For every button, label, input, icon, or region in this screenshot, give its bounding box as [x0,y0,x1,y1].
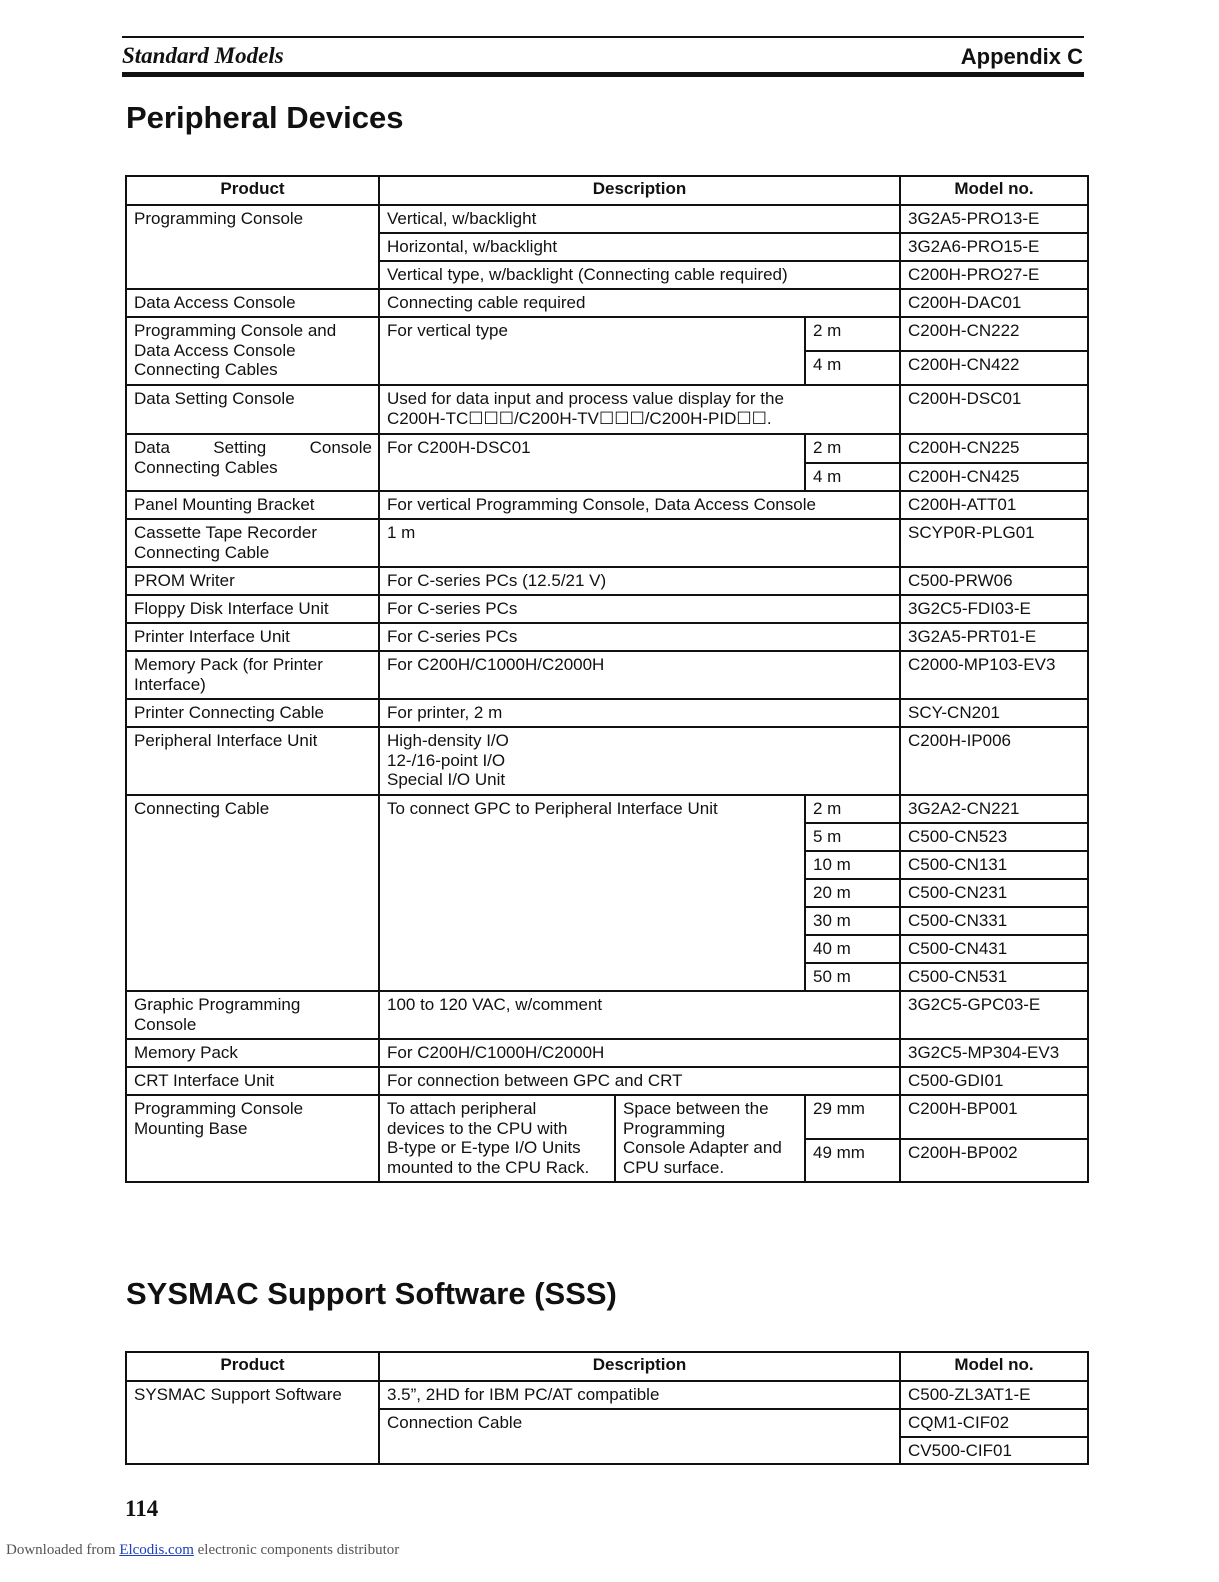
model-cell: C200H-CN225 [900,434,1088,463]
description-cell: Horizontal, w/backlight [379,233,900,261]
download-footer [6,1542,399,1559]
description-cell: For vertical Programming Console, Data Access Console [379,491,900,519]
model-cell: 3G2A5-PRO13-E [900,205,1088,233]
description-cell: For C200H/C1000H/C2000H [379,651,900,699]
product-cell: Data Setting Console Connecting Cables [126,434,379,491]
description-cell: For C-series PCs [379,595,900,623]
col-header-model: Model no. [900,1352,1088,1381]
footer-link-elcodis[interactable]: Elcodis.com [119,1542,194,1558]
table-row [126,491,1088,519]
model-cell: C500-CN531 [900,963,1088,991]
length-cell: 4 m [805,463,900,491]
product-cell: SYSMAC Support Software [126,1381,379,1464]
model-cell: C200H-BP001 [900,1095,1088,1139]
product-cell: Data Setting Console [126,385,379,434]
col-header-description: Description [379,176,900,205]
length-cell: 40 m [805,935,900,963]
model-cell: C200H-DAC01 [900,289,1088,317]
col-header-model: Model no. [900,176,1088,205]
section-title-sysmac-support-software: SYSMAC Support Software (SSS) [126,1276,617,1311]
product-cell: CRT Interface Unit [126,1067,379,1095]
model-cell: C500-CN431 [900,935,1088,963]
description-line: mounted to the CPU Rack. [387,1157,590,1177]
model-cell: C2000-MP103-EV3 [900,651,1088,699]
length-cell: 2 m [805,434,900,463]
model-cell: C200H-CN222 [900,317,1088,351]
table-row [126,699,1088,727]
col-header-product: Product [126,176,379,205]
table-header-row [126,176,1088,205]
description-cell: Vertical type, w/backlight (Connecting cable required) [379,261,900,289]
model-cell: C200H-CN425 [900,463,1088,491]
description-line: 12-/16-point I/O [387,750,506,770]
table-row [126,727,1088,795]
model-cell: 3G2A6-PRO15-E [900,233,1088,261]
table-row [126,317,1088,351]
length-cell: 30 m [805,907,900,935]
model-cell: C200H-BP002 [900,1139,1088,1182]
page-number: 114 [125,1496,159,1521]
col-header-description: Description [379,1352,900,1381]
col-header-product: Product [126,1352,379,1381]
description-cell: Connection Cable [379,1409,900,1464]
model-cell: 3G2A2-CN221 [900,795,1088,823]
sss-table [125,1351,1089,1465]
product-line: Interface) [134,674,206,694]
product-cell: Panel Mounting Bracket [126,491,379,519]
length-cell: 5 m [805,823,900,851]
description-cell: 3.5”, 2HD for IBM PC/AT compatible [379,1381,900,1409]
product-cell [126,1095,379,1182]
model-cell: C200H-ATT01 [900,491,1088,519]
table-row [126,795,1088,823]
description-line: Console Adapter and [623,1138,782,1157]
header-top-rule [122,36,1084,38]
model-cell: C500-ZL3AT1-E [900,1381,1088,1409]
product-cell [126,317,379,385]
description-cell: To connect GPC to Peripheral Interface Unit [379,795,805,991]
product-line: Mounting Base [134,1118,248,1138]
running-header-title: Standard Models [122,43,284,68]
table-row [126,1067,1088,1095]
length-cell: 2 m [805,795,900,823]
model-cell: CQM1-CIF02 [900,1409,1088,1437]
table-row [126,1095,1088,1139]
length-cell: 4 m [805,351,900,385]
description-cell: For C-series PCs [379,623,900,651]
product-cell [126,519,379,567]
product-cell: Floppy Disk Interface Unit [126,595,379,623]
length-cell: 10 m [805,851,900,879]
model-cell: 3G2C5-FDI03-E [900,595,1088,623]
description-cell: Connecting cable required [379,289,900,317]
product-cell: Connecting Cable [126,795,379,991]
model-cell: 3G2A5-PRT01-E [900,623,1088,651]
header-bottom-rule [122,72,1084,77]
product-cell: Peripheral Interface Unit [126,727,379,795]
product-cell: Programming Console [126,205,379,289]
description-cell: 1 m [379,519,900,567]
description-line: High-density I/O [387,731,509,750]
table-row [126,519,1088,567]
description-line: B-type or E-type I/O Units [387,1138,581,1157]
table-row [126,1039,1088,1067]
table-row [126,651,1088,699]
description-cell: For C200H-DSC01 [379,434,805,491]
description-cell: 100 to 120 VAC, w/comment [379,991,900,1039]
description-cell [379,385,900,434]
product-line: Cassette Tape Recorder [134,523,318,542]
length-cell: 50 m [805,963,900,991]
model-cell: C500-CN131 [900,851,1088,879]
table-row [126,1381,1088,1409]
table-row [126,595,1088,623]
model-cell: C200H-CN422 [900,351,1088,385]
product-cell: PROM Writer [126,567,379,595]
description-line: devices to the CPU with [387,1118,568,1138]
model-cell: 3G2C5-MP304-EV3 [900,1039,1088,1067]
table-row [126,434,1088,463]
table-row [126,289,1088,317]
model-cell: C200H-IP006 [900,727,1088,795]
model-cell: C500-CN331 [900,907,1088,935]
model-cell: SCYP0R-PLG01 [900,519,1088,567]
description-detail-cell [615,1095,805,1182]
model-cell: SCY-CN201 [900,699,1088,727]
product-line: Console [134,1014,197,1034]
model-cell: C200H-PRO27-E [900,261,1088,289]
description-line: Programming [623,1118,726,1138]
description-line: To attach peripheral [387,1099,537,1118]
description-line: CPU surface. [623,1157,725,1177]
table-row [126,623,1088,651]
model-cell: C200H-DSC01 [900,385,1088,434]
model-cell: 3G2C5-GPC03-E [900,991,1088,1039]
product-cell: Data Access Console [126,289,379,317]
footer-prefix: Downloaded from [6,1542,116,1558]
table-row [126,205,1088,233]
description-cell [379,727,900,795]
product-line: Data Access Console [134,340,296,360]
description-cell: For connection between GPC and CRT [379,1067,900,1095]
product-line: Memory Pack (for Printer [134,655,323,674]
footer-suffix: electronic components distributor [197,1542,400,1558]
table-row [126,385,1088,434]
product-line: Programming Console [134,1099,304,1118]
description-cell: For C200H/C1000H/C2000H [379,1039,900,1067]
running-header-appendix: Appendix C [960,44,1083,69]
description-cell: For printer, 2 m [379,699,900,727]
description-line: Used for data input and process value display for the [387,389,784,408]
product-cell [126,651,379,699]
model-cell: C500-PRW06 [900,567,1088,595]
model-cell: CV500-CIF01 [900,1437,1088,1465]
description-line: Special I/O Unit [387,770,506,789]
model-cell: C500-CN231 [900,879,1088,907]
product-cell [126,991,379,1039]
length-cell: 2 m [805,317,900,351]
description-cell: For vertical type [379,317,805,385]
product-line: Connecting Cables [134,360,278,379]
length-cell: 49 mm [805,1139,900,1182]
model-cell: C500-GDI01 [900,1067,1088,1095]
product-line: Graphic Programming [134,995,301,1014]
product-cell: Printer Interface Unit [126,623,379,651]
product-cell: Printer Connecting Cable [126,699,379,727]
section-title-peripheral-devices: Peripheral Devices [126,100,404,135]
product-cell: Memory Pack [126,1039,379,1067]
product-line: Programming Console and [134,321,337,340]
description-cell: For C-series PCs (12.5/21 V) [379,567,900,595]
table-row [126,567,1088,595]
table-row [126,991,1088,1039]
description-cell [379,1095,615,1182]
model-cell: C500-CN523 [900,823,1088,851]
length-cell: 20 m [805,879,900,907]
peripheral-devices-table [125,175,1089,1183]
length-cell: 29 mm [805,1095,900,1139]
table-header-row [126,1352,1088,1381]
description-cell: Vertical, w/backlight [379,205,900,233]
description-line: Space between the [623,1099,769,1118]
description-line: C200H-TC☐☐☐/C200H-TV☐☐☐/C200H-PID☐☐. [387,408,772,428]
product-line: Connecting Cable [134,542,270,562]
